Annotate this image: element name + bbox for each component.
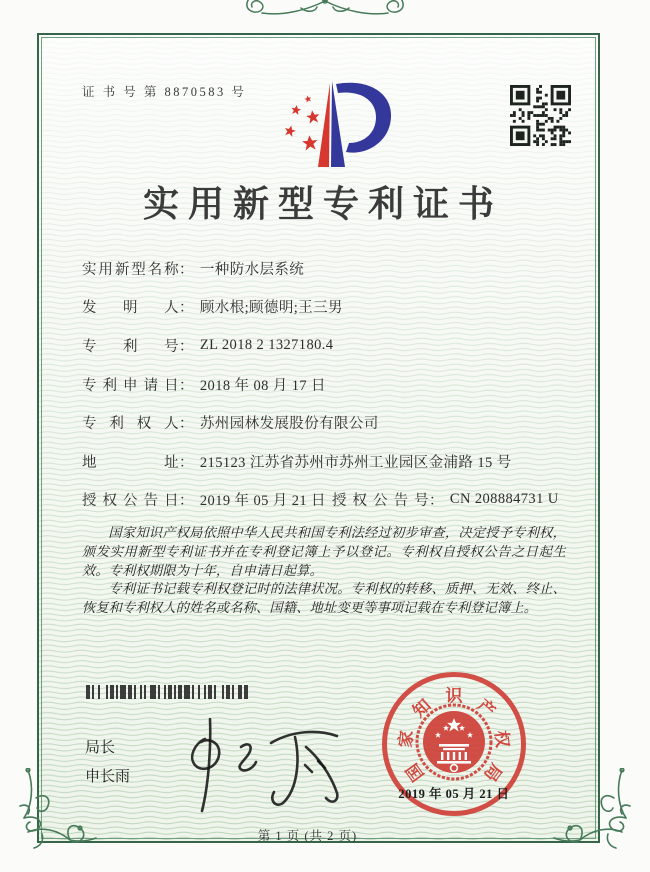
field-colon: ： xyxy=(179,338,194,355)
field-value: 2018 年 08 月 17 日 xyxy=(199,377,326,394)
field-patentee xyxy=(82,403,574,442)
field-grant-date xyxy=(82,481,574,520)
logo-stars xyxy=(283,95,320,151)
field-inventors xyxy=(82,288,574,327)
field-colon: ： xyxy=(179,377,194,394)
field-value: ZL 2018 2 1327180.4 xyxy=(199,336,334,353)
field-label: 发明人 xyxy=(82,300,179,317)
seal-char: 国 xyxy=(402,759,428,785)
field-label: 实用新型名称 xyxy=(82,261,179,278)
field-label: 授权公告号 xyxy=(332,493,429,510)
field-utility-model-name xyxy=(82,249,574,288)
field-address xyxy=(82,442,574,481)
field-patent-number xyxy=(82,326,574,365)
seal-char: 产 xyxy=(473,695,499,722)
field-colon: ： xyxy=(179,300,194,317)
page-number: 第 1 页 (共 2 页) xyxy=(257,829,358,843)
bottom-right-ornament-icon xyxy=(552,768,636,852)
cnipa-logo xyxy=(270,79,396,171)
seal-char: 识 xyxy=(445,686,463,706)
director-signature xyxy=(175,711,365,823)
field-colon: ： xyxy=(429,493,444,510)
field-label: 专利申请日 xyxy=(82,377,179,394)
barcode xyxy=(86,685,248,699)
field-grant-number xyxy=(332,481,559,520)
logo-p-mark xyxy=(318,81,391,167)
seal-char: 知 xyxy=(409,695,435,722)
field-value: 苏州园林发展股份有限公司 xyxy=(199,416,379,433)
field-label: 专利号 xyxy=(82,338,179,355)
bottom-left-ornament-icon xyxy=(14,768,98,852)
field-colon: ： xyxy=(179,454,194,471)
certificate-title: 实用新型专利证书 xyxy=(142,184,503,224)
qr-code xyxy=(510,85,571,146)
field-label: 授权公告日 xyxy=(82,493,179,510)
field-label: 专利权人 xyxy=(82,416,179,433)
official-seal xyxy=(382,672,526,816)
legal-paragraph-2: 专利证书记载专利权登记时的法律状况。专利权的转移、质押、无效、终止、恢复和专利权人的姓名或名称、国籍、地址变更等事项记载在专利登记簿上。 xyxy=(82,581,566,616)
field-value: 215123 江苏省苏州市苏州工业园区金浦路 15 号 xyxy=(199,454,512,471)
director-role: 局长 xyxy=(85,740,116,756)
field-filing-date xyxy=(82,365,574,404)
field-colon: ： xyxy=(179,493,194,510)
seal-char: 家 xyxy=(395,729,417,749)
field-colon: ： xyxy=(179,261,194,278)
legal-text xyxy=(82,524,566,618)
seal-char: 权 xyxy=(491,729,513,749)
director-name: 申长雨 xyxy=(85,769,131,785)
seal-char: 局 xyxy=(480,759,506,785)
field-colon: ： xyxy=(179,416,194,433)
field-value: 顾水根;顾德明;王三男 xyxy=(199,300,343,317)
field-label: 地址 xyxy=(82,454,179,471)
legal-paragraph-1: 国家知识产权局依照中华人民共和国专利法经过初步审查，决定授予专利权，颁发实用新型专利证书并在专利登记簿上予以登记。专利权自授权公告之日起生效。专利权期限为十年，自申请日起算。 xyxy=(82,525,566,578)
seal-date: 2019 年 05 月 21 日 xyxy=(398,787,510,801)
certificate-frame xyxy=(37,33,600,843)
certificate-fields xyxy=(82,249,574,519)
national-emblem-icon xyxy=(412,700,496,784)
certificate-number: 证 书 号 第 8870583 号 xyxy=(82,85,247,99)
field-value: CN 208884731 U xyxy=(449,491,559,508)
field-value: 2019 年 05 月 21 日 xyxy=(199,493,326,510)
field-value: 一种防水层系统 xyxy=(199,261,305,278)
top-border-ornament-icon xyxy=(231,0,419,19)
